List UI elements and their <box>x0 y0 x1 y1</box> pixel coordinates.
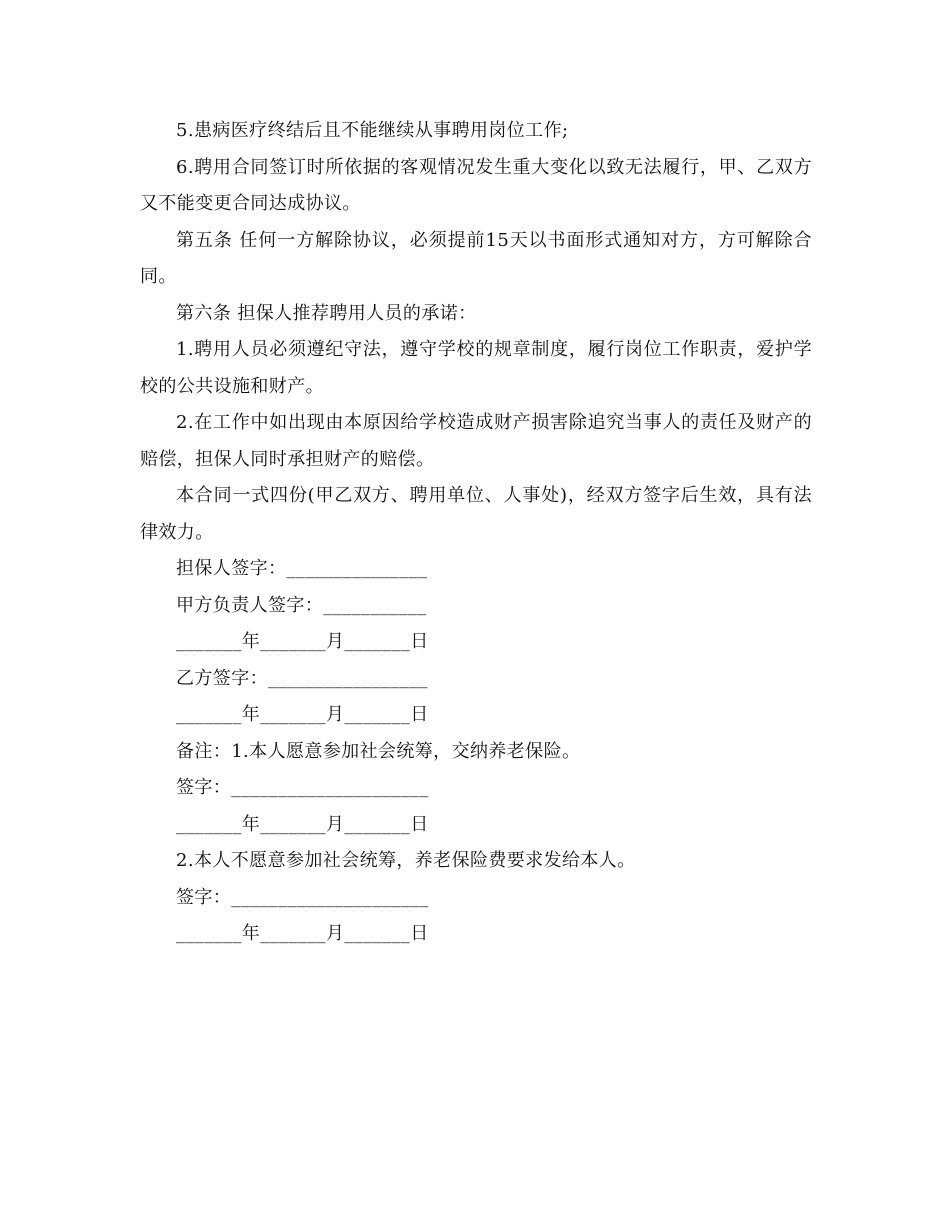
date-line: _______年_______月_______日 <box>176 813 429 835</box>
document-body <box>140 113 812 953</box>
article-6-item-1: 1.聘用人员必须遵纪守法，遵守学校的规章制度，履行岗位工作职责，爱护学校的公共设施和财产。 <box>140 339 812 397</box>
clause-6: 6.聘用合同签订时所依据的客观情况发生重大变化以致无法履行，甲、乙双方又不能变更合同达成协议。 <box>140 156 812 214</box>
party-b-signature-line: 乙方签字：_________________ <box>176 667 428 689</box>
guarantor-signature-line: 担保人签字：_______________ <box>176 558 428 579</box>
signature-line: 签字：_____________________ <box>176 886 429 908</box>
date-line: _______年_______月_______日 <box>176 704 429 725</box>
article-6-item-2: 2.在工作中如出现由本原因给学校造成财产损害除追究当事人的责任及财产的赔偿，担保人同时承担财产的赔偿。 <box>140 412 812 470</box>
date-line: _______年_______月_______日 <box>176 631 429 652</box>
date-line: _______年_______月_______日 <box>176 923 429 944</box>
remark-option-1: 备注：1.本人愿意参加社会统筹，交纳养老保险。 <box>176 740 581 762</box>
contract-copies-note: 本合同一式四份(甲乙双方、聘用单位、人事处)，经双方签字后生效，具有法律效力。 <box>140 485 812 543</box>
article-6-heading: 第六条 担保人推荐聘用人员的承诺： <box>176 302 477 324</box>
signature-line: 签字：_____________________ <box>176 777 429 798</box>
clause-5: 5.患病医疗终结后且不能继续从事聘用岗位工作; <box>176 120 569 141</box>
party-a-representative-signature-line: 甲方负责人签字：___________ <box>176 594 427 616</box>
remark-option-2: 2.本人不愿意参加社会统筹，养老保险费要求发给本人。 <box>176 850 636 871</box>
article-5: 第五条 任何一方解除协议，必须提前15天以书面形式通知对方，方可解除合同。 <box>140 229 812 287</box>
